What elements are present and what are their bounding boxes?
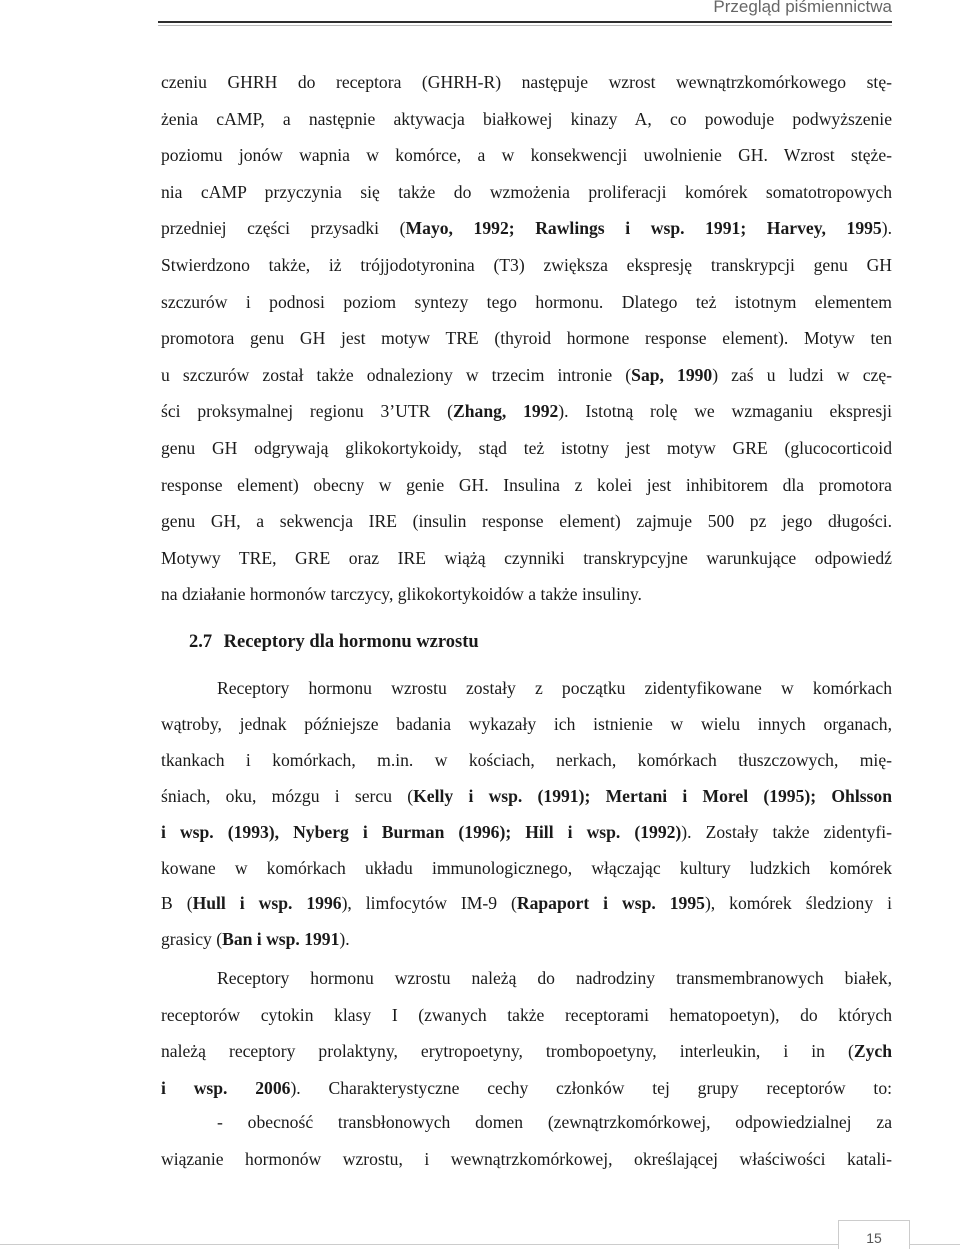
text-line	[161, 748, 892, 772]
text-segment: - obecność transbłonowych domen (zewnątrzkomórkowej, odpowiedzialnej za	[217, 1112, 892, 1132]
text-segment: żenia cAMP, a następnie aktywacja białkowej kinazy A, co powoduje podwyższenie	[161, 108, 892, 129]
text-segment: szczurów i podnosi poziom syntezy tego hormonu. Dlatego też istotnym elementem	[161, 291, 892, 312]
text-segment: Motywy TRE, GRE oraz IRE wiążą czynniki transkrypcyjne warunkujące odpowiedź	[161, 547, 892, 568]
citation: i wsp. 2006	[161, 1077, 291, 1098]
citation: Ban i wsp. 1991	[222, 929, 340, 950]
header-rule	[158, 21, 892, 23]
section-number: 2.7	[189, 632, 213, 652]
text-line	[161, 107, 892, 131]
text-line	[161, 676, 892, 700]
citation: Zhang, 1992	[453, 401, 559, 422]
text-segment: przedniej części przysadki (	[161, 218, 406, 239]
citation: i wsp. (1993), Nyberg i Burman (1996); Hill i wsp. (1992)	[161, 821, 682, 842]
text-segment: grasicy (	[161, 929, 223, 950]
text-segment: ). Zostały także zidentyfi-	[681, 821, 892, 842]
text-line	[161, 784, 892, 808]
text-line	[161, 436, 892, 460]
text-segment: kowane w komórkach układu immunologicznego, włączając kultury ludzkich komórek	[161, 857, 892, 878]
text-line	[161, 473, 892, 497]
citation: Zych	[853, 1041, 892, 1061]
text-line	[161, 1110, 892, 1134]
text-line	[161, 856, 892, 880]
text-line	[161, 363, 892, 387]
text-segment: czeniu GHRH do receptora (GHRH-R) następuje wzrost wewnątrzkomórkowego stę-	[161, 72, 892, 92]
text-line	[161, 253, 892, 277]
page-number: 15	[838, 1220, 910, 1249]
text-segment: Receptory hormonu wzrostu należą do nadrodziny transmembranowych białek,	[217, 968, 892, 988]
text-line	[161, 927, 892, 951]
citation: Sap, 1990	[631, 364, 713, 385]
text-segment: ). Charakterystyczne cechy członków tej grupy receptorów to:	[290, 1077, 893, 1098]
text-line	[161, 180, 892, 204]
text-segment: należą receptory prolaktyny, erytropoetyny, trombopoetyny, interleukin, i in (	[161, 1041, 854, 1061]
text-line	[161, 891, 892, 915]
text-line	[161, 290, 892, 314]
section-heading	[189, 630, 479, 654]
citation: Mayo, 1992; Rawlings i wsp. 1991; Harvey, 1995	[405, 218, 882, 239]
text-line	[161, 820, 892, 844]
text-line	[161, 509, 892, 533]
footer-rule	[0, 1244, 960, 1245]
text-line	[161, 1039, 892, 1063]
text-line	[161, 326, 892, 350]
citation: Rapaport i wsp. 1995	[516, 893, 705, 914]
text-line	[161, 546, 892, 570]
text-line	[161, 1147, 892, 1171]
header-title: Przegląd piśmiennictwa	[713, 0, 892, 16]
text-segment: wiązanie hormonów wzrostu, i wewnątrzkomórkowej, określającej właściwości katali-	[161, 1148, 892, 1169]
text-line	[161, 70, 892, 94]
text-segment: śniach, oku, mózgu i sercu (	[161, 785, 414, 806]
header-rule-secondary	[158, 25, 892, 26]
text-line	[161, 712, 892, 736]
text-segment: Stwierdzono także, iż trójjodotyronina (T3) zwiększa ekspresję transkrypcji genu GH	[161, 255, 892, 275]
text-segment: B (	[161, 893, 193, 914]
text-segment: receptorów cytokin klasy I (zwanych także receptorami hematopoetyn), do których	[161, 1004, 892, 1025]
text-line	[161, 216, 892, 240]
text-segment: ) zaś u ludzi w czę-	[712, 364, 892, 385]
text-segment: u szczurów został także odnaleziony w trzecim intronie (	[161, 364, 632, 385]
text-segment: promotora genu GH jest motyw TRE (thyroid hormone response element). Motyw ten	[161, 328, 892, 349]
text-line	[161, 399, 892, 423]
citation: Hull i wsp. 1996	[192, 893, 342, 914]
text-segment: Receptory hormonu wzrostu zostały z początku zidentyfikowane w komórkach	[217, 678, 892, 698]
text-segment: ), komórek śledziony i	[704, 893, 892, 914]
text-segment: tkankach i komórkach, m.in. w kościach, nerkach, komórkach tłuszczowych, mię-	[161, 749, 892, 770]
text-line	[161, 143, 892, 167]
text-segment: poziomu jonów wapnia w komórce, a w konsekwencji uwolnienie GH. Wzrost stęże-	[161, 145, 892, 166]
text-segment: ).	[881, 218, 892, 239]
running-header	[0, 0, 960, 24]
text-segment: ści proksymalnej regionu 3’UTR (	[161, 401, 453, 422]
text-line	[161, 1003, 892, 1027]
text-line	[161, 1076, 892, 1100]
text-segment: na działanie hormonów tarczycy, glikokortykoidów a także insuliny.	[161, 584, 642, 605]
citation: Kelly i wsp. (1991); Mertani i Morel (1995); Ohlsson	[413, 785, 892, 806]
text-segment: ).	[339, 929, 350, 950]
section-title: Receptory dla hormonu wzrostu	[223, 632, 479, 652]
text-segment: response element) obecny w genie GH. Insulina z kolei jest inhibitorem dla promotora	[161, 474, 892, 495]
text-line	[161, 966, 892, 990]
text-segment: wątroby, jednak późniejsze badania wykazały ich istnienie w wielu innych organach,	[161, 713, 892, 734]
text-line	[161, 582, 892, 606]
text-segment: nia cAMP przyczynia się także do wzmożenia proliferacji komórek somatotropowych	[161, 181, 892, 202]
text-segment: ), limfocytów IM-9 (	[341, 893, 517, 914]
text-segment: ). Istotną rolę we wzmaganiu ekspresji	[558, 401, 892, 422]
text-segment: genu GH odgrywają glikokortykoidy, stąd też istotny jest motyw GRE (glucocorticoid	[161, 438, 892, 458]
text-segment: genu GH, a sekwencja IRE (insulin response element) zajmuje 500 pz jego długości.	[161, 511, 892, 532]
